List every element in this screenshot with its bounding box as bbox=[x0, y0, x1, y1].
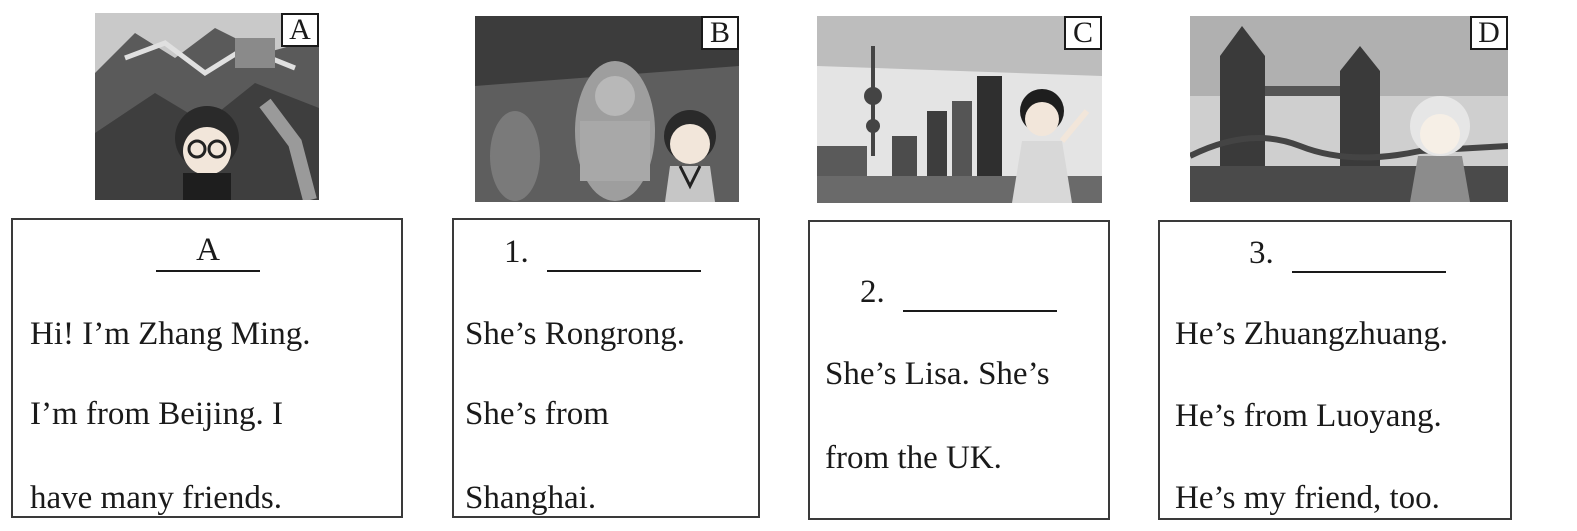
answer-a: A bbox=[156, 230, 260, 272]
blank-2-number: 2. bbox=[860, 274, 885, 310]
card-a-line-3: have many friends. bbox=[30, 480, 282, 516]
card-a-line-1: Hi! I’m Zhang Ming. bbox=[30, 316, 311, 352]
blank-3-number: 3. bbox=[1249, 235, 1274, 271]
photo-label-a: A bbox=[281, 13, 319, 47]
card-a-line-2: I’m from Beijing. I bbox=[30, 396, 283, 432]
blank-2 bbox=[860, 272, 1057, 312]
photo-great-wall bbox=[95, 13, 319, 200]
card-1-line-1: She’s Rongrong. bbox=[465, 316, 686, 352]
photo-label-b: B bbox=[701, 16, 739, 50]
photo-buddha-statues bbox=[475, 16, 739, 202]
buddha-statues-image bbox=[475, 16, 739, 202]
blank-3 bbox=[1249, 233, 1446, 273]
tower-bridge-image bbox=[1190, 16, 1508, 202]
blank-2-line[interactable] bbox=[903, 272, 1057, 312]
blank-1-number: 1. bbox=[504, 234, 529, 270]
card-1-line-3: Shanghai. bbox=[465, 480, 597, 516]
photo-city-skyline bbox=[817, 16, 1102, 203]
card-3-line-2: He’s from Luoyang. bbox=[1175, 398, 1442, 434]
photo-label-d: D bbox=[1470, 16, 1508, 50]
photo-tower-bridge bbox=[1190, 16, 1508, 202]
card-3-line-3: He’s my friend, too. bbox=[1175, 480, 1440, 516]
card-2-line-1: She’s Lisa. She’s bbox=[825, 356, 1050, 392]
card-lisa bbox=[808, 220, 1110, 520]
card-1-line-2: She’s from bbox=[465, 396, 609, 432]
card-rongrong bbox=[452, 218, 760, 518]
photo-label-c: C bbox=[1064, 16, 1102, 50]
blank-1-line[interactable] bbox=[547, 232, 701, 272]
city-skyline-image bbox=[817, 16, 1102, 203]
blank-1 bbox=[504, 232, 701, 272]
card-3-line-1: He’s Zhuangzhuang. bbox=[1175, 316, 1449, 352]
card-zhuangzhuang bbox=[1158, 220, 1512, 520]
blank-3-line[interactable] bbox=[1292, 233, 1446, 273]
card-2-line-2: from the UK. bbox=[825, 440, 1002, 476]
card-zhang-ming bbox=[11, 218, 403, 518]
